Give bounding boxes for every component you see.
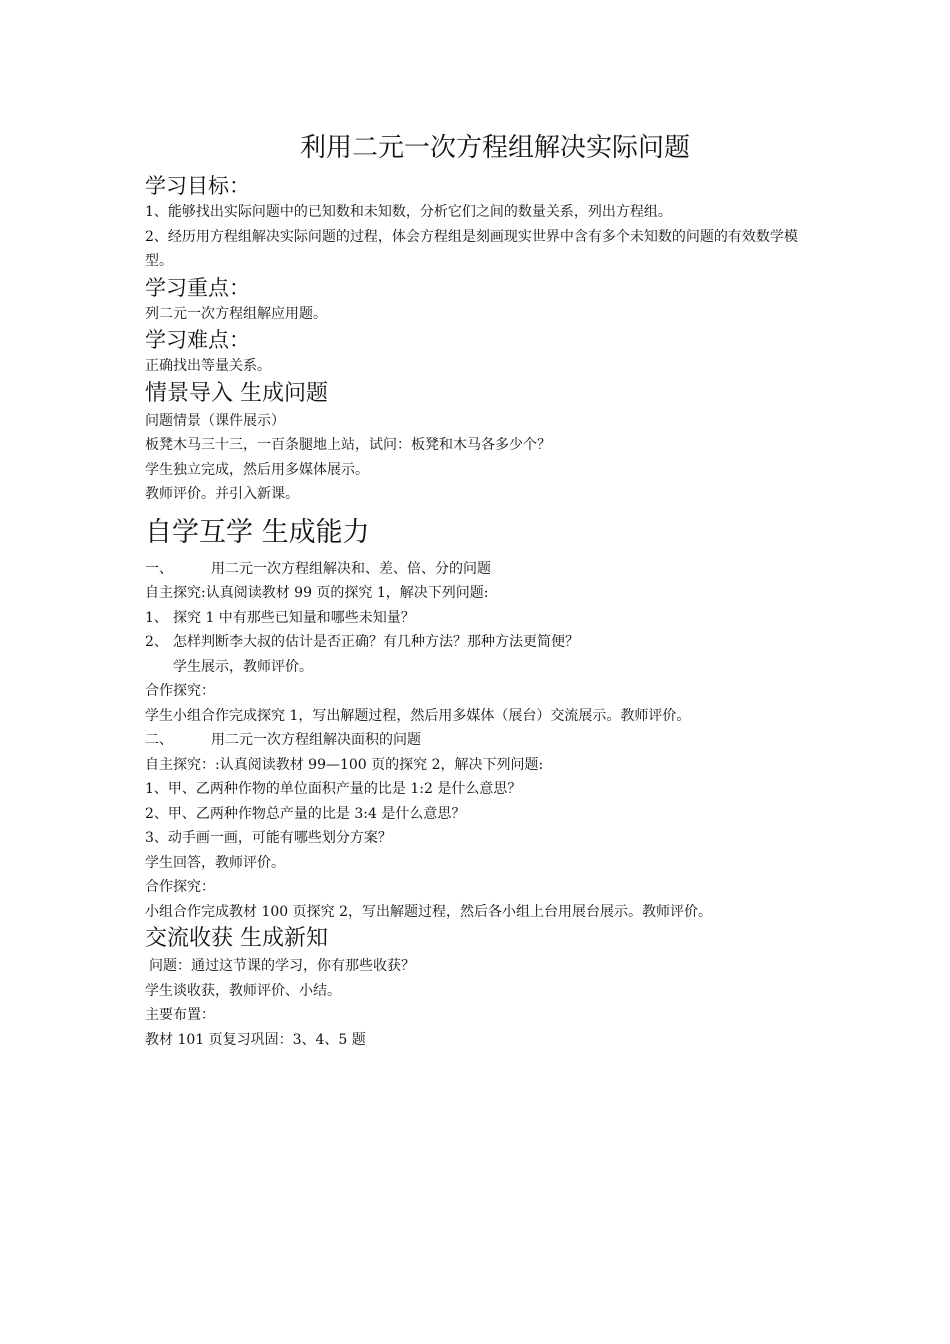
- part2-question-1: 1、甲、乙两种作物的单位面积产量的比是 1:2 是什么意思？: [145, 781, 522, 797]
- self-study-heading: 自学互学 生成能力: [145, 516, 370, 548]
- difficulties-text: 正确找出等量关系。: [145, 358, 271, 374]
- objectives-heading: 学习目标：: [145, 174, 250, 198]
- summary-response: 学生谈收获，教师评价、小结。: [145, 982, 341, 999]
- part2-title: 用二元一次方程组解决面积的问题: [211, 732, 421, 748]
- part2-coop-label: 合作探究：: [145, 879, 215, 895]
- part2-label: 二、: [145, 732, 173, 748]
- objective-item-2: 2、经历用方程组解决实际问题的过程，体会方程组是刻画现实世界中含有多个未知数的问题的有效数学模型。: [145, 228, 798, 269]
- part1-title: 用二元一次方程组解决和、差、倍、分的问题: [211, 560, 491, 577]
- difficulties-heading: 学习难点：: [145, 328, 250, 352]
- part1-q2-number: 2、: [145, 634, 168, 650]
- key-points-heading: 学习重点：: [145, 275, 250, 300]
- homework-text: 教材 101 页复习巩固：3、4、5 题: [145, 1031, 366, 1048]
- objective-item-1: 1、能够找出实际问题中的已知数和未知数，分析它们之间的数量关系，列出方程组。: [145, 204, 672, 220]
- part1-title-line: [145, 557, 825, 582]
- part1-explore: 自主探究:认真阅读教材 99 页的探究 1，解决下列问题:: [145, 585, 489, 601]
- part1-question-2: [145, 630, 825, 655]
- intro-heading: 情景导入 生成问题: [145, 380, 328, 406]
- part2-answer: 学生回答，教师评价。: [145, 854, 285, 871]
- part1-q1-text: 探究 1 中有那些已知量和哪些未知量？: [173, 609, 415, 626]
- part1-coop-label: 合作探究：: [145, 683, 215, 699]
- part1-label: 一、: [145, 560, 173, 577]
- part1-coop-text: 学生小组合作完成探究 1，写出解题过程，然后用多媒体（展台）交流展示。教师评价。: [145, 707, 691, 724]
- part2-question-2: 2、甲、乙两种作物总产量的比是 3:4 是什么意思？: [145, 805, 466, 822]
- homework-label: 主要布置：: [145, 1007, 215, 1023]
- summary-question: 问题：通过这节课的学习，你有那些收获？: [149, 958, 415, 974]
- part2-title-line: [145, 728, 825, 753]
- part1-q2-text: 怎样判断李大叔的估计是否正确？有几种方法？那种方法更简便？: [173, 634, 579, 650]
- part2-coop-text: 小组合作完成教材 100 页探究 2，写出解题过程，然后各小组上台用展台展示。教师评价。: [145, 903, 712, 920]
- document-title: 利用二元一次方程组解决实际问题: [299, 133, 690, 163]
- part1-q1-number: 1、: [145, 609, 168, 626]
- part2-explore: 自主探究：:认真阅读教材 99—100 页的探究 2，解决下列问题:: [145, 756, 544, 773]
- intro-line-1: 问题情景（课件展示）: [145, 412, 285, 429]
- intro-line-3: 学生独立完成，然后用多媒体展示。: [145, 461, 369, 478]
- part1-show: 学生展示，教师评价。: [173, 658, 313, 675]
- summary-heading: 交流收获 生成新知: [145, 926, 328, 951]
- intro-line-2: 板凳木马三十三，一百条腿地上站，试问：板凳和木马各多少个？: [145, 437, 551, 453]
- part1-question-1: [145, 606, 825, 631]
- key-points-text: 列二元一次方程组解应用题。: [145, 305, 327, 322]
- part2-question-3: 3、动手画一画，可能有哪些划分方案？: [145, 830, 392, 846]
- intro-line-4: 教师评价。并引入新课。: [145, 486, 299, 502]
- document-body: [145, 172, 825, 1052]
